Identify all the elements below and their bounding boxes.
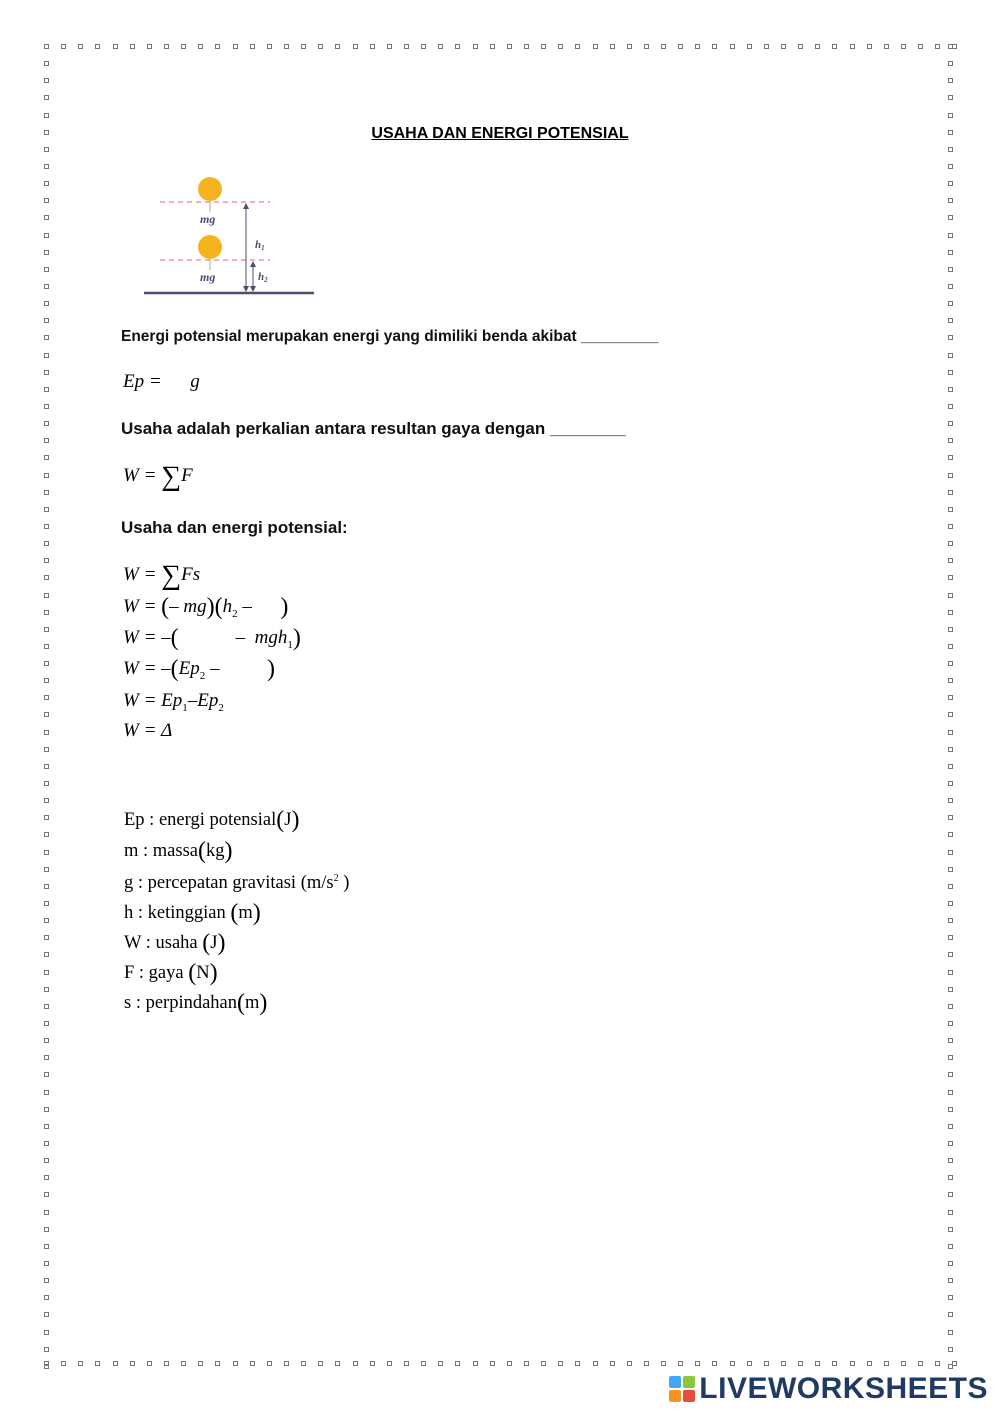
border-dot: [61, 1361, 66, 1366]
border-dot: [948, 524, 953, 529]
border-dot: [44, 867, 49, 872]
border-dot: [815, 1361, 820, 1366]
derivation-line-3: W = –( – mgh$_1$): [123, 625, 301, 651]
h1-arrowhead-top: [243, 203, 249, 209]
border-dot: [250, 44, 255, 49]
border-dot: [948, 832, 953, 837]
border-dot: [233, 1361, 238, 1366]
question-3: Usaha dan energi potensial:: [121, 518, 348, 537]
border-dot: [948, 712, 953, 717]
border-dot: [267, 1361, 272, 1366]
border-dot: [901, 44, 906, 49]
border-dot: [948, 918, 953, 923]
border-dot: [627, 1361, 632, 1366]
ball-top: [198, 177, 222, 201]
border-dot: [44, 1055, 49, 1060]
height-diagram: [138, 170, 338, 300]
border-dot: [44, 832, 49, 837]
border-dot: [764, 1361, 769, 1366]
border-dot: [147, 44, 152, 49]
border-dot: [44, 301, 49, 306]
border-dot: [832, 44, 837, 49]
border-dot: [404, 44, 409, 49]
border-dot: [250, 1361, 255, 1366]
border-dot: [948, 198, 953, 203]
border-left: [44, 44, 52, 1370]
logo-square-4: [683, 1390, 695, 1402]
border-dot: [44, 1312, 49, 1317]
border-dot: [948, 1175, 953, 1180]
border-dot: [948, 610, 953, 615]
border-dot: [44, 438, 49, 443]
border-dot: [95, 44, 100, 49]
border-dot: [627, 44, 632, 49]
border-dot: [948, 1261, 953, 1266]
border-dot: [44, 558, 49, 563]
border-dot: [948, 490, 953, 495]
border-dot: [44, 1192, 49, 1197]
border-dot: [948, 1347, 953, 1352]
border-dot: [318, 1361, 323, 1366]
border-dot: [948, 558, 953, 563]
border-dot: [948, 147, 953, 152]
border-dot: [948, 1124, 953, 1129]
border-dot: [918, 44, 923, 49]
border-dot: [44, 850, 49, 855]
border-dot: [507, 44, 512, 49]
border-dot: [948, 1295, 953, 1300]
border-top: [44, 44, 958, 52]
border-dot: [948, 370, 953, 375]
label-mg-top: mg: [200, 212, 216, 226]
border-dot: [44, 1141, 49, 1146]
border-dot: [113, 44, 118, 49]
border-dot: [948, 867, 953, 872]
border-dot: [44, 267, 49, 272]
border-dot: [948, 353, 953, 358]
border-dot: [948, 781, 953, 786]
border-dot: [44, 1124, 49, 1129]
border-dot: [798, 1361, 803, 1366]
watermark-text: LIVEWORKSHEETS: [699, 1372, 988, 1405]
border-dot: [948, 798, 953, 803]
border-dot: [948, 764, 953, 769]
border-dot: [44, 318, 49, 323]
border-dot: [948, 541, 953, 546]
border-dot: [421, 44, 426, 49]
legend-f: F : gaya (N): [124, 960, 218, 986]
border-dot: [44, 918, 49, 923]
border-dot: [558, 1361, 563, 1366]
ball-bottom: [198, 235, 222, 259]
border-dot: [78, 44, 83, 49]
border-dot: [44, 798, 49, 803]
border-dot: [610, 1361, 615, 1366]
border-dot: [948, 1055, 953, 1060]
border-dot: [44, 901, 49, 906]
border-dot: [147, 1361, 152, 1366]
border-dot: [948, 250, 953, 255]
border-dot: [370, 1361, 375, 1366]
border-dot: [948, 970, 953, 975]
border-dot: [164, 44, 169, 49]
border-dot: [44, 113, 49, 118]
border-dot: [44, 44, 49, 49]
border-dot: [948, 1244, 953, 1249]
border-dot: [541, 1361, 546, 1366]
border-dot: [44, 507, 49, 512]
border-dot: [948, 1158, 953, 1163]
border-dot: [730, 1361, 735, 1366]
border-dot: [335, 1361, 340, 1366]
border-dot: [781, 1361, 786, 1366]
border-dot: [948, 1192, 953, 1197]
border-dot: [948, 215, 953, 220]
border-dot: [44, 644, 49, 649]
border-dot: [44, 1278, 49, 1283]
formula-ep: Ep = g: [123, 371, 200, 392]
border-dot: [575, 1361, 580, 1366]
border-dot: [44, 78, 49, 83]
legend-w: W : usaha (J): [124, 930, 226, 956]
border-dot: [948, 301, 953, 306]
border-dot: [867, 1361, 872, 1366]
border-dot: [948, 935, 953, 940]
border-dot: [661, 1361, 666, 1366]
border-dot: [44, 730, 49, 735]
border-dot: [353, 1361, 358, 1366]
worksheet-title: USAHA DAN ENERGI POTENSIAL: [371, 125, 629, 142]
border-dot: [948, 1107, 953, 1112]
border-dot: [44, 1261, 49, 1266]
border-dot: [948, 318, 953, 323]
label-h1: h1: [255, 239, 265, 252]
border-dot: [948, 507, 953, 512]
border-dot: [267, 44, 272, 49]
border-dot: [918, 1361, 923, 1366]
border-dot: [948, 661, 953, 666]
border-dot: [44, 1364, 49, 1369]
border-dot: [901, 1361, 906, 1366]
border-dot: [948, 78, 953, 83]
border-dot: [948, 730, 953, 735]
border-dot: [44, 1158, 49, 1163]
border-dot: [948, 884, 953, 889]
border-dot: [318, 44, 323, 49]
border-dot: [948, 421, 953, 426]
border-dot: [44, 490, 49, 495]
h2-arrowhead-top: [250, 261, 256, 267]
border-dot: [421, 1361, 426, 1366]
border-dot: [284, 44, 289, 49]
border-dot: [948, 695, 953, 700]
border-dot: [747, 1361, 752, 1366]
derivation-line-5: $W = Ep_1-Ep_2$: [123, 690, 224, 714]
border-dot: [948, 1038, 953, 1043]
border-dot: [884, 1361, 889, 1366]
border-dot: [948, 387, 953, 392]
border-dot: [948, 335, 953, 340]
border-dot: [948, 575, 953, 580]
border-bottom: [44, 1361, 958, 1369]
border-dot: [948, 1141, 953, 1146]
border-dot: [541, 44, 546, 49]
border-dot: [44, 884, 49, 889]
border-dot: [44, 61, 49, 66]
border-dot: [284, 1361, 289, 1366]
border-dot: [712, 1361, 717, 1366]
border-dot: [935, 44, 940, 49]
border-dot: [95, 1361, 100, 1366]
border-dot: [404, 1361, 409, 1366]
border-dot: [44, 421, 49, 426]
border-dot: [948, 815, 953, 820]
border-dot: [44, 815, 49, 820]
derivation-line-4: $W = -(Ep_2$ – ): [123, 656, 276, 682]
border-dot: [335, 44, 340, 49]
border-dot: [850, 44, 855, 49]
border-dot: [948, 1021, 953, 1026]
border-dot: [44, 1038, 49, 1043]
border-dot: [593, 44, 598, 49]
border-dot: [678, 44, 683, 49]
border-dot: [353, 44, 358, 49]
border-dot: [44, 164, 49, 169]
border-dot: [948, 1227, 953, 1232]
border-dot: [44, 335, 49, 340]
border-dot: [44, 987, 49, 992]
border-dot: [44, 1210, 49, 1215]
border-dot: [695, 44, 700, 49]
border-dot: [44, 627, 49, 632]
border-dot: [948, 644, 953, 649]
border-dot: [198, 1361, 203, 1366]
legend-s: s : perpindahan(m): [124, 990, 268, 1016]
border-dot: [747, 44, 752, 49]
border-dot: [198, 44, 203, 49]
border-dot: [850, 1361, 855, 1366]
border-dot: [712, 44, 717, 49]
border-dot: [948, 473, 953, 478]
border-dot: [948, 164, 953, 169]
legend-ep: Ep : energi potensial(J): [124, 807, 300, 833]
derivation-line-1: W = ∑Fs: [123, 560, 201, 591]
border-dot: [948, 747, 953, 752]
border-dot: [44, 970, 49, 975]
border-dot: [948, 1004, 953, 1009]
border-dot: [524, 1361, 529, 1366]
border-dot: [44, 952, 49, 957]
border-dot: [44, 781, 49, 786]
liveworksheets-watermark: [669, 1372, 988, 1406]
border-dot: [948, 1364, 953, 1369]
border-dot: [387, 44, 392, 49]
border-dot: [948, 61, 953, 66]
border-dot: [473, 1361, 478, 1366]
derivation-line-2: W = (– $mg)(h_2$ – ): [123, 594, 289, 620]
border-dot: [438, 1361, 443, 1366]
question-2: Usaha adalah perkalian antara resultan gaya dengan ________: [121, 419, 626, 438]
border-dot: [948, 181, 953, 186]
legend-m: m : massa(kg): [124, 838, 233, 864]
border-dot: [438, 44, 443, 49]
border-dot: [215, 1361, 220, 1366]
logo-square-2: [683, 1376, 695, 1388]
logo-square-1: [669, 1376, 681, 1388]
border-dot: [935, 1361, 940, 1366]
border-dot: [215, 44, 220, 49]
derivation-line-6: W = Δ: [123, 720, 173, 741]
border-dot: [695, 1361, 700, 1366]
border-dot: [301, 44, 306, 49]
border-dot: [44, 575, 49, 580]
border-dot: [473, 44, 478, 49]
legend-h: h : ketinggian (m): [124, 900, 261, 926]
label-mg-bottom: mg: [200, 270, 216, 284]
border-dot: [661, 44, 666, 49]
border-dot: [164, 1361, 169, 1366]
border-dot: [948, 44, 953, 49]
border-dot: [948, 952, 953, 957]
border-dot: [44, 404, 49, 409]
border-dot: [815, 44, 820, 49]
h2-arrowhead-bottom: [250, 286, 256, 292]
border-dot: [490, 44, 495, 49]
border-dot: [44, 387, 49, 392]
liveworksheets-logo-icon: [669, 1376, 695, 1402]
border-dot: [44, 935, 49, 940]
border-dot: [948, 455, 953, 460]
border-dot: [44, 181, 49, 186]
border-dot: [44, 1021, 49, 1026]
border-dot: [44, 95, 49, 100]
border-dot: [948, 1330, 953, 1335]
legend-g: g : percepatan gravitasi ($m/s^2$ ): [124, 873, 350, 894]
border-dot: [948, 404, 953, 409]
border-dot: [181, 44, 186, 49]
border-dot: [948, 1312, 953, 1317]
logo-square-3: [669, 1390, 681, 1402]
border-dot: [948, 901, 953, 906]
border-dot: [644, 1361, 649, 1366]
border-dot: [764, 44, 769, 49]
border-dot: [575, 44, 580, 49]
border-dot: [44, 1347, 49, 1352]
border-dot: [948, 1210, 953, 1215]
border-dot: [387, 1361, 392, 1366]
border-dot: [884, 44, 889, 49]
border-dot: [44, 147, 49, 152]
border-dot: [44, 747, 49, 752]
border-dot: [44, 593, 49, 598]
border-dot: [44, 1330, 49, 1335]
border-dot: [130, 44, 135, 49]
border-right: [948, 44, 956, 1370]
border-dot: [370, 44, 375, 49]
border-dot: [948, 627, 953, 632]
border-dot: [44, 233, 49, 238]
border-dot: [181, 1361, 186, 1366]
label-h2: h2: [258, 271, 268, 284]
border-dot: [781, 44, 786, 49]
border-dot: [44, 524, 49, 529]
border-dot: [678, 1361, 683, 1366]
border-dot: [507, 1361, 512, 1366]
border-dot: [44, 1295, 49, 1300]
border-dot: [490, 1361, 495, 1366]
border-dot: [44, 215, 49, 220]
border-dot: [233, 44, 238, 49]
border-dot: [948, 678, 953, 683]
border-dot: [44, 1090, 49, 1095]
border-dot: [44, 284, 49, 289]
border-dot: [948, 1278, 953, 1283]
border-dot: [44, 764, 49, 769]
border-dot: [130, 1361, 135, 1366]
border-dot: [524, 44, 529, 49]
border-dot: [44, 1072, 49, 1077]
border-dot: [44, 610, 49, 615]
border-dot: [455, 1361, 460, 1366]
border-dot: [948, 267, 953, 272]
border-dot: [44, 1107, 49, 1112]
border-dot: [558, 44, 563, 49]
border-dot: [610, 44, 615, 49]
border-dot: [948, 987, 953, 992]
border-dot: [44, 353, 49, 358]
border-dot: [44, 712, 49, 717]
border-dot: [948, 1072, 953, 1077]
border-dot: [730, 44, 735, 49]
h1-arrowhead-bottom: [243, 286, 249, 292]
border-dot: [948, 850, 953, 855]
border-dot: [948, 593, 953, 598]
border-dot: [44, 541, 49, 546]
border-dot: [44, 661, 49, 666]
border-dot: [113, 1361, 118, 1366]
question-1: Energi potensial merupakan energi yang dimiliki benda akibat _________: [121, 328, 659, 345]
formula-w: W = ∑F: [123, 461, 193, 492]
border-dot: [44, 1227, 49, 1232]
border-dot: [798, 44, 803, 49]
border-dot: [78, 1361, 83, 1366]
border-dot: [948, 233, 953, 238]
border-dot: [44, 678, 49, 683]
border-dot: [593, 1361, 598, 1366]
border-dot: [44, 455, 49, 460]
border-dot: [948, 95, 953, 100]
border-dot: [44, 250, 49, 255]
border-dot: [948, 113, 953, 118]
border-dot: [44, 473, 49, 478]
border-dot: [44, 1244, 49, 1249]
border-dot: [44, 198, 49, 203]
border-dot: [832, 1361, 837, 1366]
border-dot: [948, 438, 953, 443]
border-dot: [948, 284, 953, 289]
border-dot: [44, 1004, 49, 1009]
border-dot: [61, 44, 66, 49]
border-dot: [948, 1090, 953, 1095]
border-dot: [44, 370, 49, 375]
border-dot: [644, 44, 649, 49]
border-dot: [455, 44, 460, 49]
border-dot: [44, 1175, 49, 1180]
border-dot: [44, 695, 49, 700]
border-dot: [867, 44, 872, 49]
border-dot: [301, 1361, 306, 1366]
